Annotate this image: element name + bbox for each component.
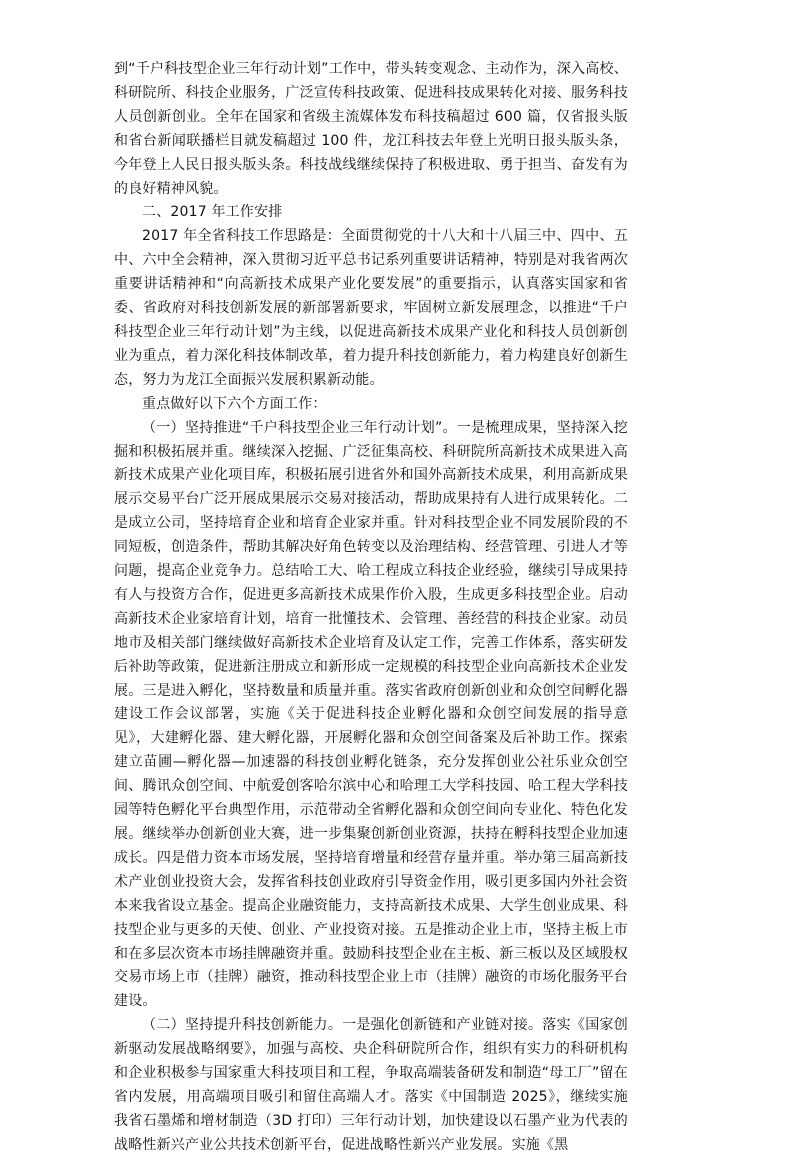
document-body — [114, 58, 628, 1158]
paragraph-media-summary: 到“千户科技型企业三年行动计划”工作中，带头转变观念、主动作为，深入高校、科研院所、科技企业服务，广泛宣传科技政策、促进科技成果转化对接、服务科技人员创新创业。全年在国家和省级主流媒体发布科技稿超过 600 篇，仅省报头版和省台新闻联播栏目就发稿超过 100 件，龙江科技去年登上光明日报头版头条，今年登上人民日报头版头条。科技战线继续保持了积极进取、勇于担当、奋发有为的良好精神风貌。 — [114, 61, 628, 197]
section-heading-2017-plan: 二、2017 年工作安排 — [142, 204, 283, 221]
paragraph-work-ideas: 2017 年全省科技工作思路是：全面贯彻党的十八大和十八届三中、四中、五中、六中全会精神，深入贯彻习近平总书记系列重要讲话精神，特别是对我省两次重要讲话精神和“向高新技术成果产业化要发展”的重要指示，认真落实国家和省委、省政府对科技创新发展的新部署新要求，牢固树立新发展理念，以推进“千户科技型企业三年行动计划”为主线，以促进高新技术成果产业化和科技人员创新创业为重点，着力深化科技体制改革，着力提升科技创新能力，着力构建良好创新生态，努力为龙江全面振兴发展积累新动能。 — [114, 228, 628, 388]
paragraph-item-two: （二）坚持提升科技创新能力。一是强化创新链和产业链对接。落实《国家创新驱动发展战略纲要》，加强与高校、央企科研院所合作，组织有实力的科研机构和企业积极参与国家重大科技项目和工程，争取高端装备研发和制造“母工厂”留在省内发展，用高端项目吸引和留住高端人才。落实《中国制造 2025》，继续实施我省石墨烯和增材制造（3D 打印）三年行动计划，加快建设以石墨产业为代表的战略性新兴产业公共技术创新平台，促进战略性新兴产业发展。实施《黑 — [114, 1017, 628, 1153]
subheading-six-aspects: 重点做好以下六个方面工作： — [142, 395, 327, 412]
paragraph-item-one: （一）坚持推进“千户科技型企业三年行动计划”。一是梳理成果，坚持深入挖掘和积极拓展并重。继续深入挖掘、广泛征集高校、科研院所高新技术成果进入高新技术成果产业化项目库，积极拓展引进省外和国外高新技术成果，利用高新成果展示交易平台广泛开展成果展示交易对接活动，帮助成果持有人进行成果转化。二是成立公司，坚持培育企业和培育企业家并重。针对科技型企业不同发展阶段的不同短板，创造条件，帮助其解决好角色转变以及治理结构、经营管理、引进人才等问题，提高企业竞争力。总结哈工大、哈工程成立科技企业经验，继续引导成果持有人与投资方合作，促进更多高新技术成果作价入股，生成更多科技型企业。启动高新技术企业家培育计划，培育一批懂技术、会管理、善经营的科技企业家。动员地市及相关部门继续做好高新技术企业培育及认定工作，完善工作体系，落实研发后补助等政策，促进新注册成立和新形成一定规模的科技型企业向高新技术企业发展。三是进入孵化，坚持数量和质量并重。落实省政府创新创业和众创空间孵化器建设工作会议部署，实施《关于促进科技企业孵化器和众创空间发展的指导意见》，大建孵化器、建大孵化器，开展孵化器和众创空间备案及后补助工作。探索建立苗圃—孵化器—加速器的科技创业孵化链条，充分发挥创业公社乐业众创空间、腾讯众创空间、中航爱创客哈尔滨中心和哈理工大学科技园、哈工程大学科技园等特色孵化平台典型作用，示范带动全省孵化器和众创空间向专业化、特色化发展。继续举办创新创业大赛，进一步集聚创新创业资源，扶持在孵科技型企业加速成长。四是借力资本市场发展，坚持培育增量和经营存量并重。举办第三届高新技术产业创业投资大会，发挥省科技创业政府引导资金作用，吸引更多国内外社会资本来我省设立基金。提高企业融资能力，支持高新技术成果、大学生创业成果、科技型企业与更多的天使、创业、产业投资对接。五是推动企业上市，坚持主板上市和在多层次资本市场挂牌融资并重。鼓励科技型企业在主板、新三板以及区域股权交易市场上市（挂牌）融资，推动科技型企业上市（挂牌）融资的市场化服务平台建设。 — [114, 419, 628, 1010]
